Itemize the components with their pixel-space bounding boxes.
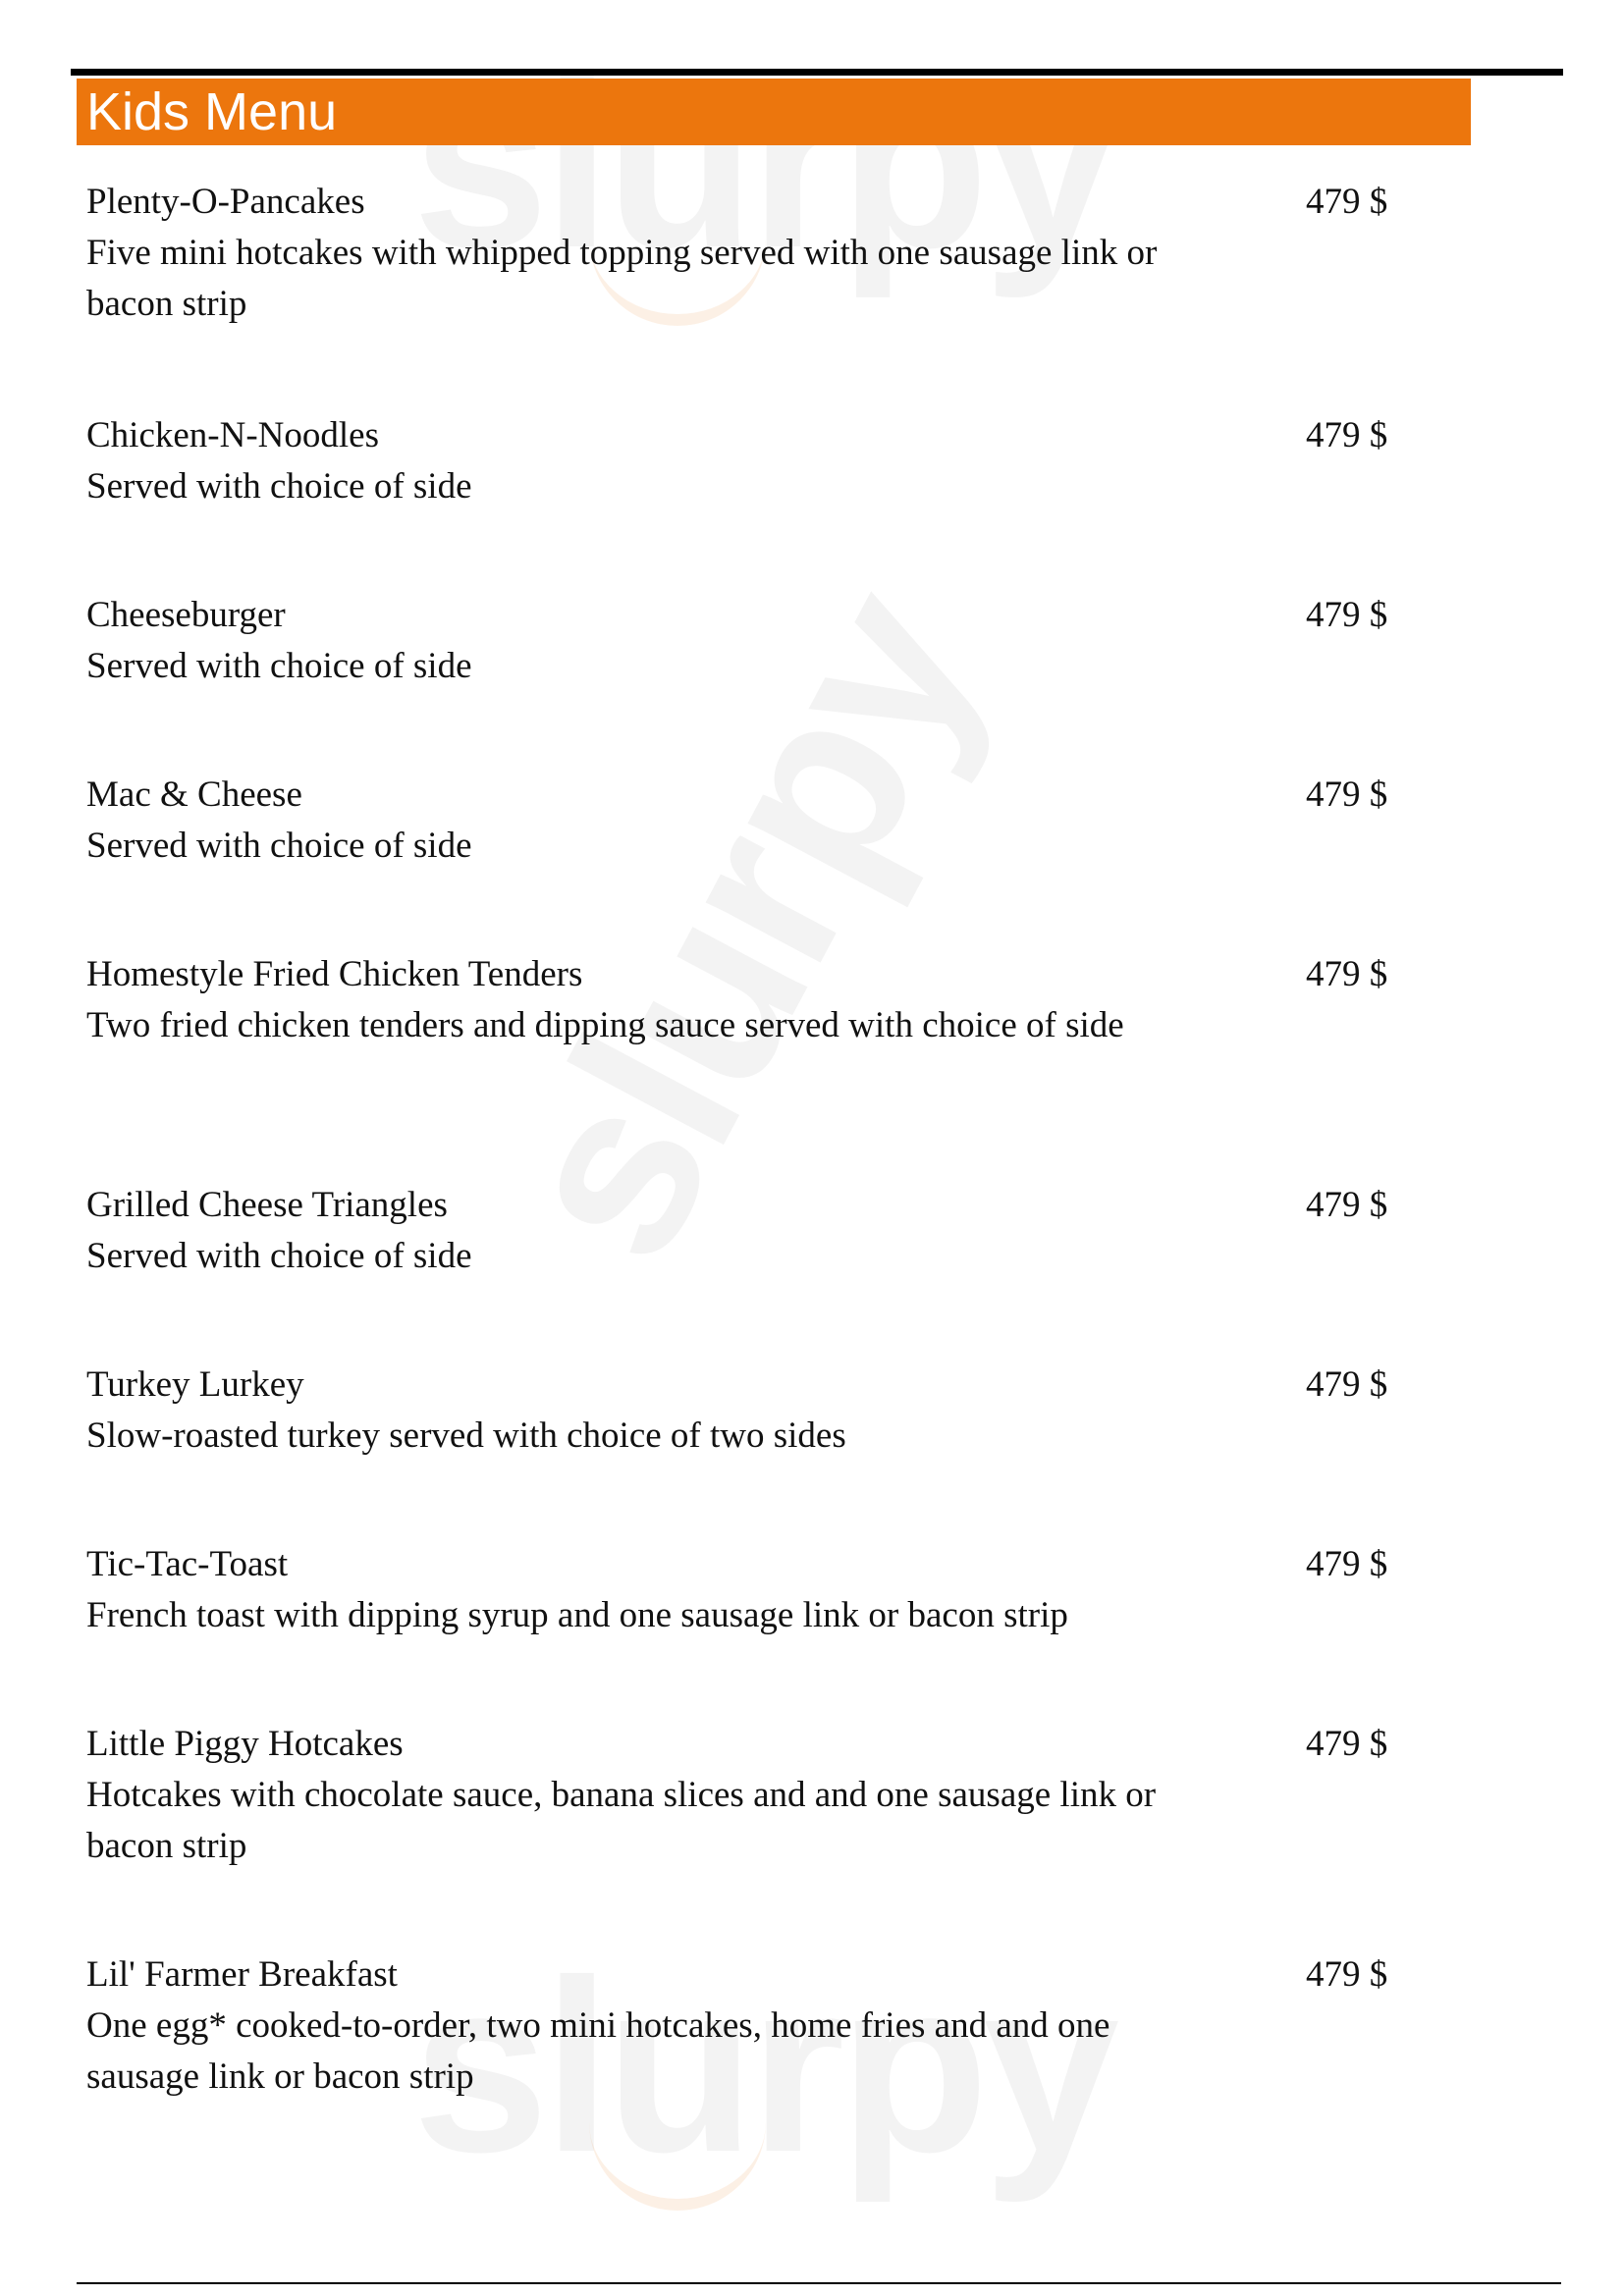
section-header (77, 79, 1471, 145)
item-price: 479 $ (1306, 595, 1388, 635)
watermark-smile (589, 2110, 766, 2211)
menu-item (86, 949, 1392, 1051)
section-title: Kids Menu (86, 82, 338, 141)
item-price: 479 $ (1306, 1185, 1388, 1225)
item-description: Five mini hotcakes with whipped topping served with one sausage link or bacon strip (86, 233, 1158, 324)
item-price: 479 $ (1306, 415, 1388, 455)
menu-item (86, 1539, 1392, 1641)
item-description: Served with choice of side (86, 1236, 472, 1276)
item-name: Lil' Farmer Breakfast (86, 1954, 398, 1995)
item-description: Slow-roasted turkey served with choice of two sides (86, 1415, 846, 1456)
item-price: 479 $ (1306, 1724, 1388, 1764)
item-description: Two fried chicken tenders and dipping sauce served with choice of side (86, 1005, 1124, 1045)
menu-item (86, 410, 1392, 512)
item-name: Little Piggy Hotcakes (86, 1724, 404, 1764)
item-description: Served with choice of side (86, 466, 472, 507)
item-name: Turkey Lurkey (86, 1364, 304, 1405)
item-price: 479 $ (1306, 182, 1388, 222)
menu-item (86, 1180, 1392, 1282)
item-price: 479 $ (1306, 1544, 1388, 1584)
item-name: Cheeseburger (86, 595, 286, 635)
item-price: 479 $ (1306, 1364, 1388, 1405)
item-name: Mac & Cheese (86, 774, 302, 815)
item-description: Served with choice of side (86, 646, 472, 686)
bottom-rule (77, 2282, 1561, 2284)
item-name: Homestyle Fried Chicken Tenders (86, 954, 583, 994)
item-name: Plenty-O-Pancakes (86, 182, 365, 222)
item-price: 479 $ (1306, 954, 1388, 994)
item-description: Served with choice of side (86, 826, 472, 866)
item-name: Tic-Tac-Toast (86, 1544, 289, 1584)
item-name: Grilled Cheese Triangles (86, 1185, 448, 1225)
menu-item (86, 1719, 1392, 1872)
top-rule (71, 69, 1563, 76)
menu-item (86, 1949, 1392, 2103)
menu-item (86, 177, 1392, 330)
item-name: Chicken-N-Noodles (86, 415, 379, 455)
menu-item (86, 1360, 1392, 1462)
item-description: Hotcakes with chocolate sauce, banana slices and and one sausage link or bacon strip (86, 1775, 1157, 1866)
item-price: 479 $ (1306, 774, 1388, 815)
item-description: French toast with dipping syrup and one sausage link or bacon strip (86, 1595, 1068, 1635)
menu-item (86, 770, 1392, 872)
item-description: One egg* cooked-to-order, two mini hotcakes, home fries and and one sausage link or bacon strip (86, 2005, 1110, 2097)
item-price: 479 $ (1306, 1954, 1388, 1995)
menu-item (86, 590, 1392, 692)
